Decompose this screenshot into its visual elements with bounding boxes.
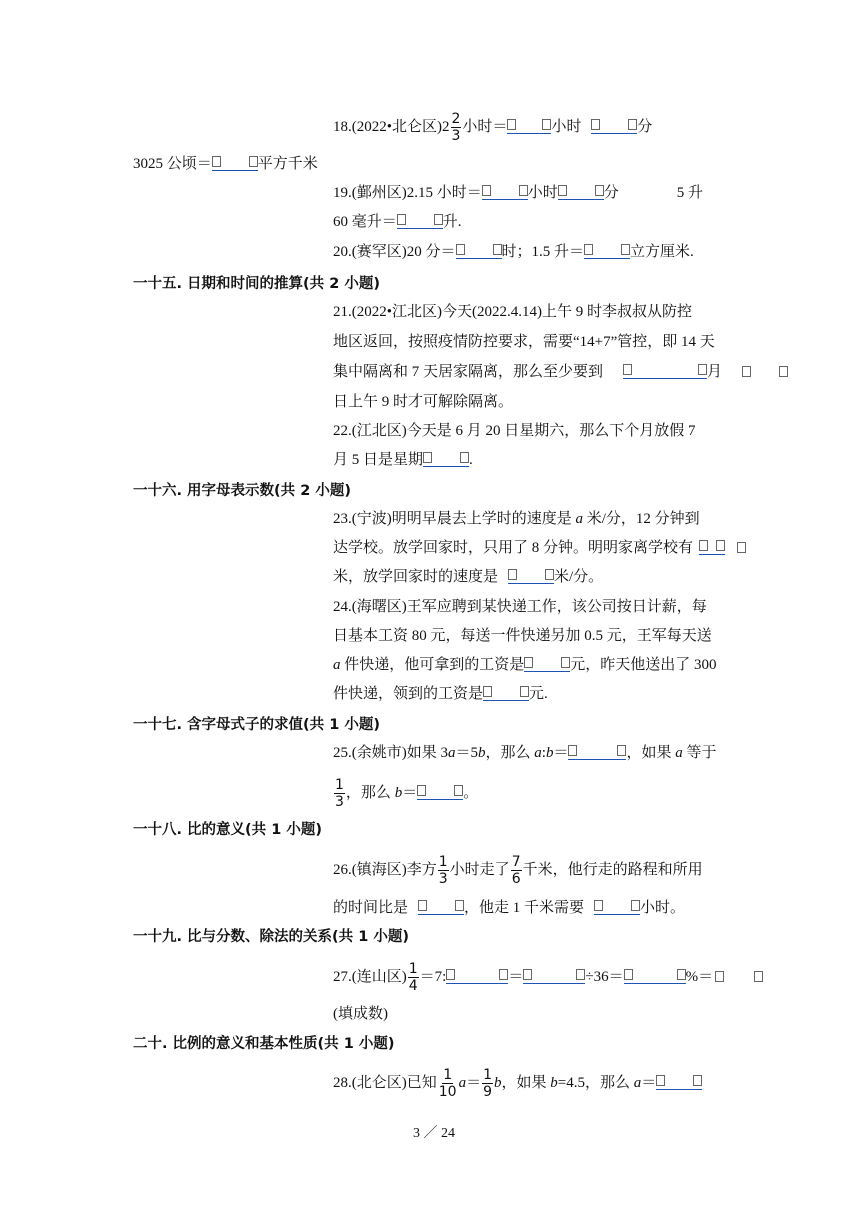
q25-line1: 25.(余姚市)如果 3a＝5b，那么 a:b＝ ，如果 a 等于	[333, 745, 717, 761]
section-heading-17: 一十七. 含字母式子的求值(共 1 小题)	[133, 717, 380, 733]
answer-blank[interactable]	[446, 967, 508, 984]
q27-line2: (填成数)	[333, 1006, 388, 1022]
q23-line3: 米，放学回家时的速度是 米/分。	[333, 569, 604, 585]
q23-line1: 23.(宁波)明明早晨去上学时的速度是 a 米/分，12 分钟到	[333, 511, 700, 527]
q18-line1: 18.(2022•北仑区)2 $\frac{2}{3}$ 小时＝ 小时 分	[333, 111, 653, 144]
placeholder-box	[737, 542, 746, 553]
placeholder-box	[742, 366, 751, 377]
q27-line1: 27.(连山区) $\frac{1}{4}$ ＝7: ＝ ÷36＝ %＝	[333, 962, 765, 993]
answer-blank[interactable]	[483, 684, 529, 701]
q18-line2: 3025 公顷＝ 平方千米	[133, 156, 318, 172]
fraction: $\frac{1}{4}$	[408, 961, 418, 994]
q21-line2: 地区返回，按照疫情防控要求，需要“14+7”管控，即 14 天	[333, 334, 715, 350]
q26-line1: 26.(镇海区)李方 $\frac{1}{3}$ 小时走了 $\frac{7}{6}$ 千米，他行走的路程和所用	[333, 854, 703, 887]
answer-blank[interactable]	[568, 743, 626, 760]
placeholder-box	[779, 366, 788, 377]
answer-blank[interactable]	[623, 362, 707, 379]
answer-blank[interactable]	[591, 117, 637, 134]
answer-blank[interactable]	[456, 242, 502, 259]
q24-line3: a 件快递，他可拿到的工资是 元，昨天他送出了 300	[333, 657, 717, 673]
q23-line2: 达学校。放学回家时，只用了 8 分钟。明明家离学校有	[333, 537, 748, 559]
q21-line1: 21.(2022•江北区)今天(2022.4.14)上午 9 时李叔叔从防控	[333, 304, 692, 320]
answer-blank[interactable]	[508, 567, 554, 584]
answer-blank[interactable]	[656, 1073, 702, 1090]
answer-blank[interactable]	[624, 967, 686, 984]
placeholder-box	[715, 971, 724, 982]
answer-blank[interactable]	[524, 655, 570, 672]
q24-line4: 件快递，领到的工资是 元.	[333, 686, 548, 702]
q22-line2: 月 5 日是星期 .	[333, 452, 473, 468]
answer-blank[interactable]	[212, 154, 258, 171]
q21-line4: 日上午 9 时才可解除隔离。	[333, 394, 514, 410]
fraction: $\frac{2}{3}$	[451, 111, 461, 144]
answer-blank[interactable]	[699, 538, 725, 555]
answer-blank[interactable]	[418, 898, 464, 915]
answer-blank[interactable]	[584, 242, 630, 259]
q18-prefix: 18.(2022•北仑区)2	[333, 118, 450, 135]
q20-line1: 20.(赛罕区)20 分＝ 时；1.5 升＝ 立方厘米.	[333, 244, 694, 260]
page-number: 3 ／ 24	[413, 1126, 455, 1141]
fraction: $\frac{1}{9}$	[483, 1067, 493, 1100]
answer-blank[interactable]	[482, 183, 528, 200]
answer-blank[interactable]	[397, 212, 443, 229]
q19-line2: 60 毫升＝ 升.	[333, 214, 462, 230]
section-heading-15: 一十五. 日期和时间的推算(共 2 小题)	[133, 276, 380, 292]
answer-blank[interactable]	[507, 117, 551, 134]
answer-blank[interactable]	[423, 450, 469, 467]
q19-line1: 19.(鄞州区)2.15 小时＝ 小时 分 5 升	[333, 185, 704, 201]
section-heading-20: 二十. 比例的意义和基本性质(共 1 小题)	[133, 1036, 395, 1052]
fraction: $\frac{1}{10}$	[438, 1067, 457, 1100]
section-heading-18: 一十八. 比的意义(共 1 小题)	[133, 822, 322, 838]
q26-line2: 的时间比是 ，他走 1 千米需要 小时。	[333, 900, 686, 916]
q28-line1: 28.(北仑区)已知 $\frac{1}{10}$ a＝ $\frac{1}{9}$ b，如果 b=4.5，那么 a＝	[333, 1068, 702, 1099]
placeholder-box	[754, 971, 763, 982]
answer-blank[interactable]	[417, 783, 463, 800]
section-heading-19: 一十九. 比与分数、除法的关系(共 1 小题)	[133, 929, 409, 945]
section-heading-16: 一十六. 用字母表示数(共 2 小题)	[133, 483, 351, 499]
q24-line1: 24.(海曙区)王军应聘到某快递工作，该公司按日计薪，每	[333, 599, 707, 615]
q21-line3: 集中隔离和 7 天居家隔离，那么至少要到 月	[333, 361, 790, 383]
fraction: $\frac{7}{6}$	[511, 854, 521, 887]
answer-blank[interactable]	[523, 967, 585, 984]
fraction: $\frac{1}{3}$	[335, 777, 344, 810]
answer-blank[interactable]	[594, 898, 640, 915]
q25-line2: $\frac{1}{3}$ ，那么 b＝ 。	[335, 777, 479, 810]
fraction: $\frac{1}{3}$	[438, 854, 448, 887]
answer-blank[interactable]	[558, 183, 604, 200]
q24-line2: 日基本工资 80 元，每送一件快递另加 0.5 元，王军每天送	[333, 628, 712, 644]
q22-line1: 22.(江北区)今天是 6 月 20 日星期六，那么下个月放假 7	[333, 423, 696, 439]
